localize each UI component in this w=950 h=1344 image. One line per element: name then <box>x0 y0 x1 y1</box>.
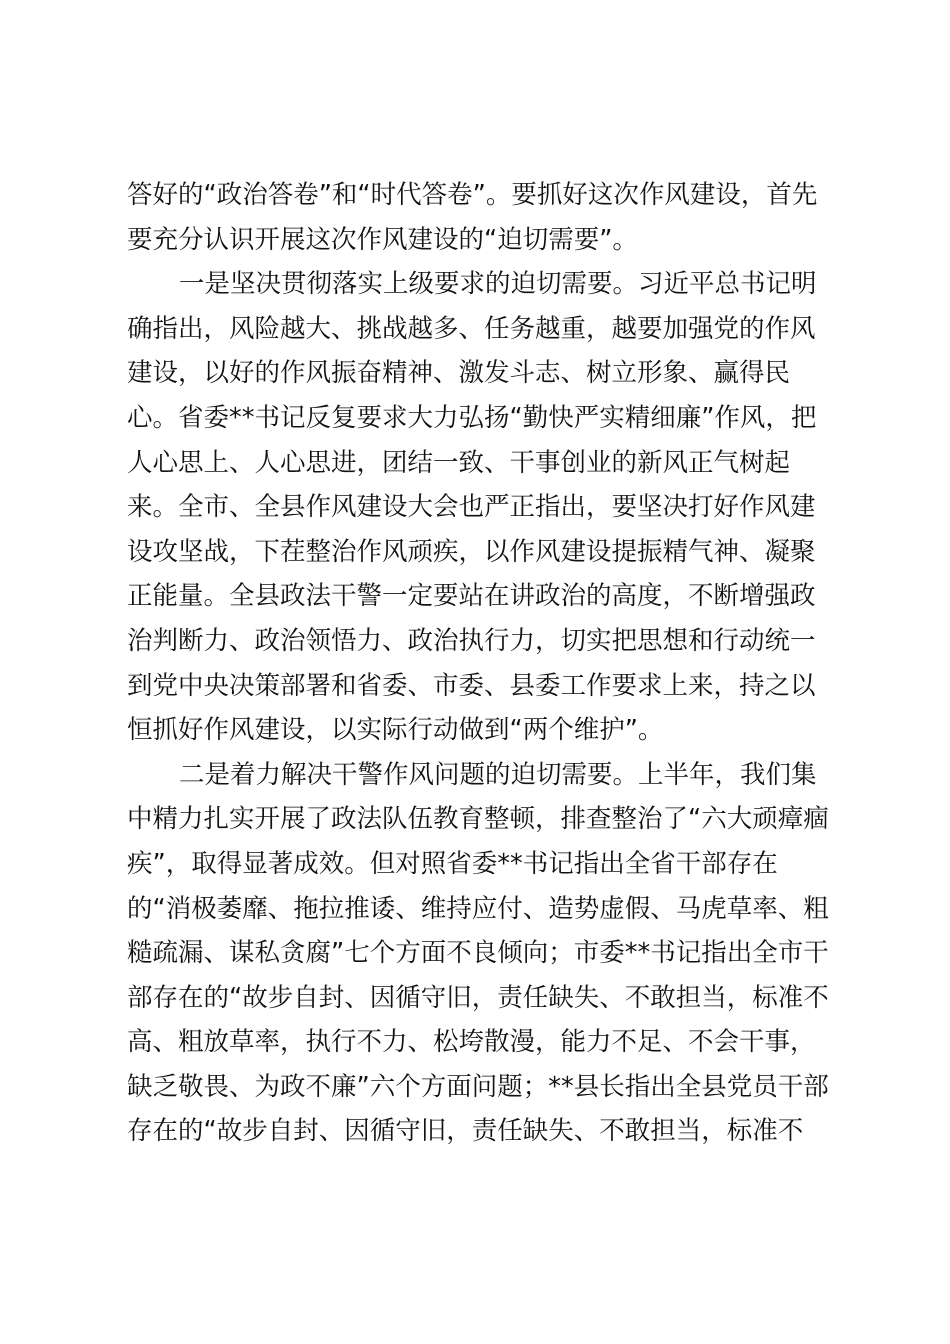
document-body <box>127 173 831 1154</box>
text-line: 一是坚决贯彻落实上级要求的迫切需要。习近平总书记明 <box>179 269 817 300</box>
text-line: 恒抓好作风建设，以实际行动做到“两个维护”。 <box>127 715 664 746</box>
text-line: 来。全市、全县作风建设大会也严正指出，要坚决打好作风建 <box>127 492 816 523</box>
text-line: 中精力扎实开展了政法队伍教育整顿，排查整治了“六大顽瘴痼 <box>127 804 829 835</box>
text-line: 设攻坚战，下茬整治作风顽疾，以作风建设提振精气神、凝聚 <box>127 536 816 567</box>
paragraph-point-one <box>127 262 831 753</box>
text-line: 确指出，风险越大、挑战越多、任务越重，越要加强党的作风 <box>127 313 816 344</box>
text-line: 建设，以好的作风振奋精神、激发斗志、树立形象、赢得民 <box>127 358 791 389</box>
text-line: 治判断力、政治领悟力、政治执行力，切实把思想和行动统一 <box>127 625 816 656</box>
text-line: 要充分认识开展这次作风建设的“迫切需要”。 <box>127 224 638 255</box>
text-line: 二是着力解决干警作风问题的迫切需要。上半年，我们集 <box>179 759 817 790</box>
paragraph-point-two <box>127 753 831 1154</box>
text-line: 存在的“故步自封、因循守旧，责任缺失、不敢担当，标准不 <box>127 1116 804 1147</box>
text-line: 的“消极萎靡、拖拉推诿、维持应付、造势虚假、马虎草率、粗 <box>127 893 829 924</box>
text-line: 部存在的“故步自封、因循守旧，责任缺失、不敢担当，标准不 <box>127 982 829 1013</box>
text-line: 正能量。全县政法干警一定要站在讲政治的高度，不断增强政 <box>127 581 816 612</box>
paragraph-intro <box>127 173 831 262</box>
text-line: 心。省委**书记反复要求大力弘扬“勤快严实精细廉”作风，把 <box>127 402 817 433</box>
text-line: 到党中央决策部署和省委、市委、县委工作要求上来，持之以 <box>127 670 816 701</box>
text-line: 缺乏敬畏、为政不廉”六个方面问题；**县长指出全县党员干部 <box>127 1071 829 1102</box>
text-line: 糙疏漏、谋私贪腐”七个方面不良倾向；市委**书记指出全市干 <box>127 938 829 969</box>
text-line: 人心思上、人心思进，团结一致、干事创业的新风正气树起 <box>127 447 791 478</box>
text-line: 疾”，取得显著成效。但对照省委**书记指出全省干部存在 <box>127 848 778 879</box>
text-line: 高、粗放草率，执行不力、松垮散漫，能力不足、不会干事， <box>127 1027 816 1058</box>
text-line: 答好的“政治答卷”和“时代答卷”。要抓好这次作风建设，首先 <box>127 180 818 210</box>
